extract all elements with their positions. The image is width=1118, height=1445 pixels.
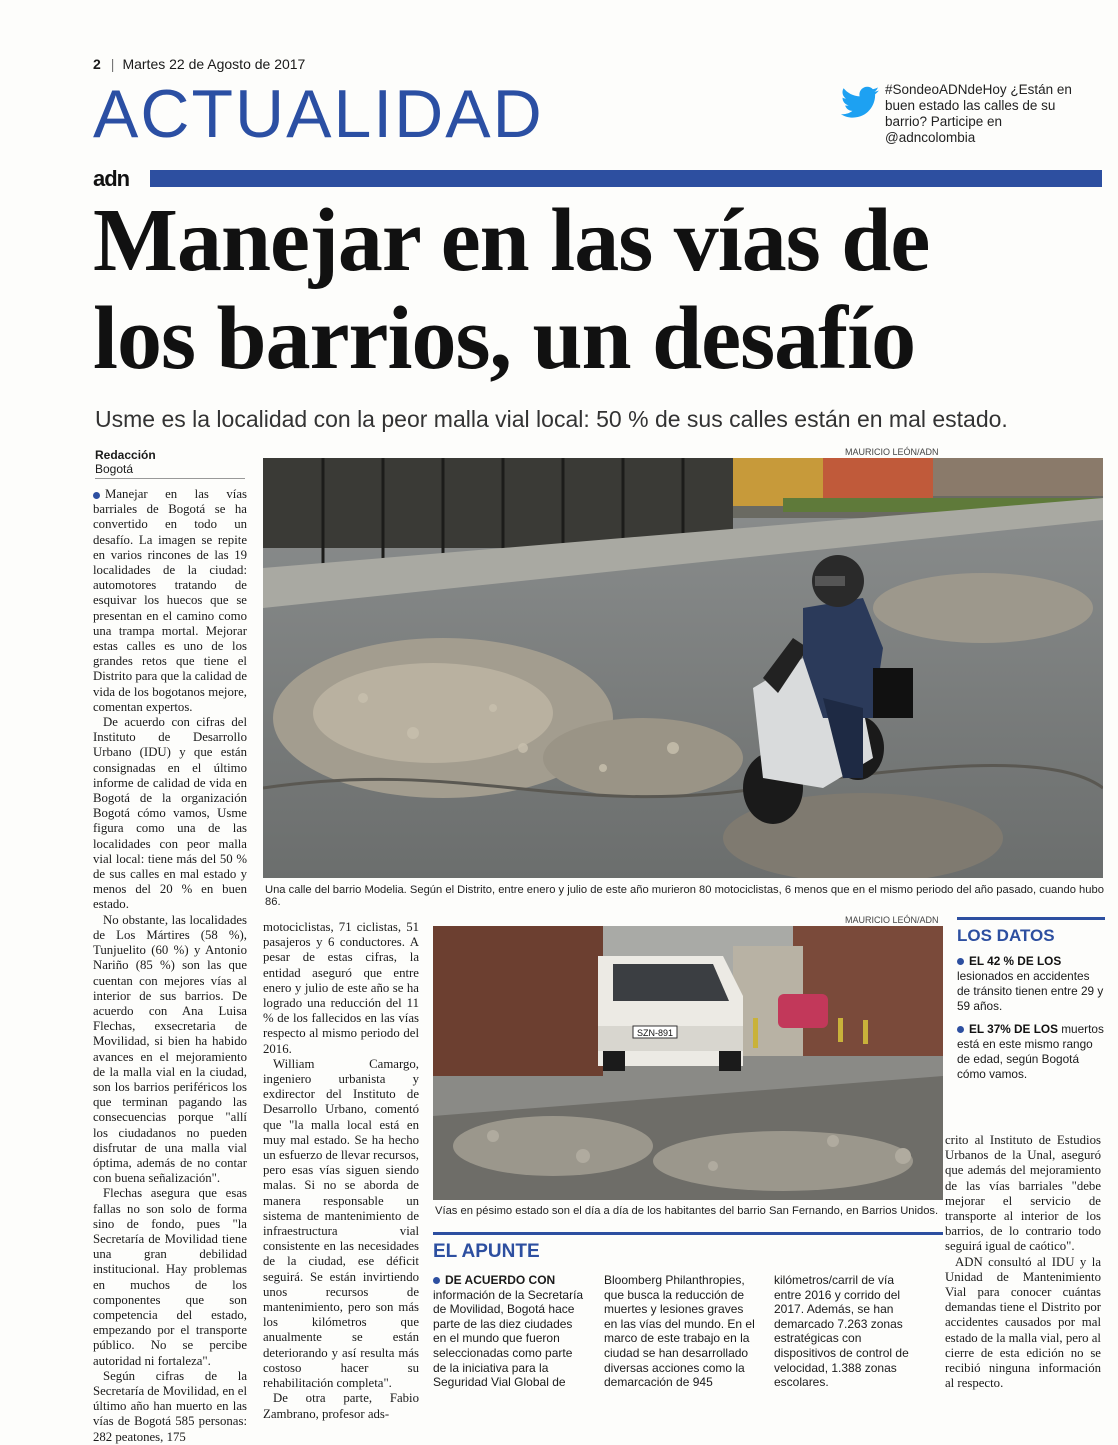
issue-date: Martes 22 de Agosto de 2017 [122, 56, 306, 72]
datos-box [957, 917, 1105, 1090]
paragraph: De otra parte, Fabio Zambrano, profesor ads- [263, 1391, 419, 1421]
apunte-column-3: kilómetros/carril de vía entre 2016 y corrido del 2017. Además, se han demarcado 7.263 zonas estratégicas con dispositivos de control de velocidad, 1.388 zonas escolares. [774, 1273, 909, 1390]
headline [93, 192, 1103, 388]
adn-logo: adn [93, 166, 130, 191]
license-plate: SZN-891 [636, 1028, 674, 1038]
bullet-dot-icon [433, 1277, 440, 1284]
byline [95, 448, 156, 476]
paragraph: Manejar en las vías barriales de Bogotá se ha convertido en todo un desafío. La imagen se repite en varios rincones de las 19 localidades de la ciudad: automotores tratando de esquivar los huecos que se presentan en el camino como una trampa mortal. Mejorar estas calles es uno de los grandes retos que tiene el Distrito para que la calidad de vida de los bogotanos mejore, comentan expertos. [93, 487, 247, 714]
photo-1-credit: MAURICIO LEÓN/ADN [845, 447, 939, 457]
apunte-title: EL APUNTE [433, 1232, 943, 1263]
twitter-prompt: #SondeoADNdeHoy ¿Están en buen estado las calles de su barrio? Participe en @adncolombia [885, 82, 1072, 145]
paragraph: Según cifras de la Secretaría de Movilidad, en el último año han muerto en las vías de Bogotá 585 personas: 282 peatones, 175 [93, 1368, 247, 1444]
header-bar [150, 170, 1102, 187]
page-header: 2 | Martes 22 de Agosto de 2017 [93, 56, 306, 72]
article-column-3 [945, 1133, 1101, 1391]
byline-place: Bogotá [95, 462, 134, 476]
section-title: ACTUALIDAD [93, 76, 544, 152]
datos-item: EL 42 % DE LOS lesionados en accidentes de tránsito tienen entre 29 y 59 años. [957, 954, 1104, 1013]
headline-line-2: los barrios, un desafío [93, 289, 916, 388]
byline-author: Redacción [95, 448, 156, 462]
headline-line-1: Manejar en las vías de [93, 191, 930, 290]
paragraph: Flechas asegura que esas fallas no son solo de forma sino de fondo, pues "la Secretaría de Movilidad tiene una gran debilidad institucional. Hay problemas en muchos de los componentes que son competencia del estado, empezando por el transporte público. No se percibe autoridad ni fortaleza". [93, 1186, 247, 1368]
bullet-dot-icon [957, 1026, 964, 1033]
apunte-column-2: Bloomberg Philanthropies, que busca la reducción de muertes y lesiones graves en las vías del mundo. En el marco de este trabajo en la ciudad se han desarrollado diversas acciones como la demarcación de 945 [604, 1273, 755, 1390]
page-number: 2 [93, 56, 101, 72]
datos-title: LOS DATOS [957, 917, 1105, 946]
byline-rule [95, 478, 245, 479]
bullet-dot-icon [957, 958, 964, 965]
paragraph: No obstante, las localidades de Los Mártires (58 %), Tunjuelito (60 %) y Antonio Nariño (85 %) son las que cuentan con mejores vías al interior de sus barrios. De acuerdo con Ana Luisa Flechas, exsecretaria de Movilidad, si bien ha habido avances en el mejoramiento de la malla vial en la ciudad, son los barrios periféricos los que terminan pagando las consecuencias porque "allí los ciudadanos no pueden disfrutar de una malla vial óptima, además de no contar con buena señalización". [93, 912, 247, 1186]
paragraph: ADN consultó al IDU y la Unidad de Mantenimiento Vial para conocer cuántas demandas tiene el Distrito por accidentes causados por mal estado de la malla vial, pero al cierre de esta edición no se recibió ninguna información al respecto. [945, 1254, 1101, 1391]
bullet-dot-icon [93, 492, 100, 499]
paragraph: crito al Instituto de Estudios Urbanos de la Unal, aseguró que además del mejoramiento de las vías barriales "debe mejorar el servicio de transporte al interior de los barrios, de lo contrario todo seguirá igual de caótico". [945, 1133, 1101, 1254]
paragraph: motociclistas, 71 ciclistas, 51 pasajeros y 6 conductores. A pesar de estas cifras, la entidad aseguró que entre enero y julio de este año se ha logrado una reducción del 11 % de los fallecidos en las vías respecto al mismo periodo del 2016. [263, 920, 419, 1056]
photo-2-credit: MAURICIO LEÓN/ADN [845, 915, 939, 925]
paragraph: William Camargo, ingeniero urbanista y exdirector del Instituto de Desarrollo Urbano, comentó que "la malla local está en muy mal estado. Se ha hecho un esfuerzo de llevar recursos, pero esas vías siguen siendo malas. Si no se aborda de manera responsable un sistema de mantenimiento de infraestructura vial consistente en las necesidades de la ciudad, ese déficit seguirá. Se están invirtiendo unos recursos de mantenimiento, pero son más los kilómetros que anualmente se están deteriorando y así resulta más costoso hacer su rehabilitación completa". [263, 1056, 419, 1391]
article-column-1 [93, 487, 247, 1445]
photo-van [433, 926, 943, 1200]
deck: Usme es la localidad con la peor malla vial local: 50 % de sus calles están en mal estado. [95, 406, 1008, 432]
article-column-2 [263, 920, 419, 1422]
twitter-bird-icon [840, 86, 880, 120]
paragraph: De acuerdo con cifras del Instituto de Desarrollo Urbano (IDU) y que están consignadas en el último informe de calidad de vida en Bogotá de la organización Bogotá cómo vamos, Usme figura como una de las localidades con peor malla vial local: tiene más del 50 % de sus calles en mal estado y menos del 20 % en buen estado. [93, 715, 247, 912]
datos-item: EL 37% DE LOS muertos está en este mismo rango de edad, según Bogotá cómo vamos. [957, 1022, 1104, 1081]
apunte-column-1: DE ACUERDO CON información de la Secretaría de Movilidad, Bogotá hace parte de las diez ciudades en el mundo que fueron seleccionadas como parte de la iniciativa para la Seguridad Vial Global de [433, 1273, 584, 1390]
photo-2-caption: Vías en pésimo estado son el día a día de los habitantes del barrio San Fernando, en Barrios Unidos. [435, 1205, 939, 1217]
photo-motorcyclist [263, 458, 1103, 878]
photo-1-caption: Una calle del barrio Modelia. Según el Distrito, entre enero y julio de este año murieron 80 motociclistas, 6 menos que en el mismo periodo del año pasado, cuando hubo 86. [265, 884, 1104, 908]
